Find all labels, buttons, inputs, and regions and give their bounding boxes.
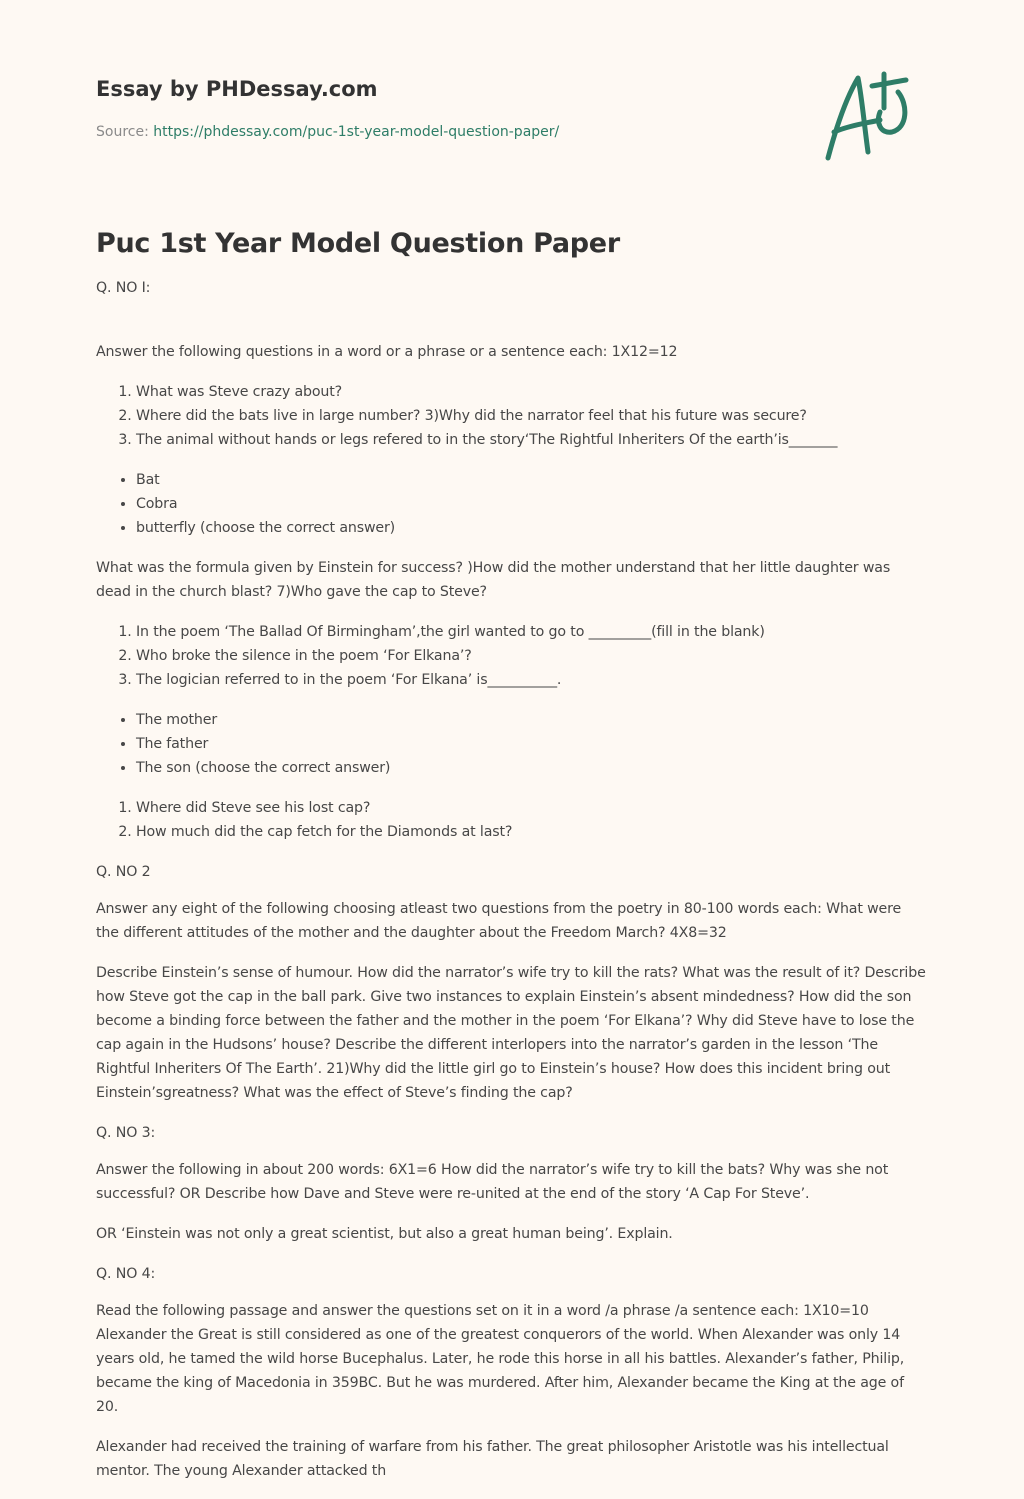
q1-intro: Answer the following questions in a word or a phrase or a sentence each: 1X12=12 — [96, 344, 678, 360]
source-link[interactable]: https://phdessay.com/puc-1st-year-model-question-paper/ — [153, 124, 560, 140]
list-item: • Bat — [136, 468, 928, 492]
paragraph: Answer the following in about 200 words: 6X1=6 How did the narrator’s wife try to kill the bats? Why was she not successful? OR Describe how Dave and Steve were re-united at the end of the story ‘A Cap For Steve’. — [96, 1162, 889, 1202]
paragraph: Answer any eight of the following choosing atleast two questions from the poetry in 80-100 words each: What were the different attitudes of the mother and the daughter about the Freedom March? 4X8=32 — [96, 901, 902, 941]
list-item: 2. Where did the bats live in large number? 3)Why did the narrator feel that his future was secure? — [136, 404, 928, 428]
list-item: • The son (choose the correct answer) — [136, 756, 928, 780]
list-item: • The mother — [136, 708, 928, 732]
q1-heading: Q. NO I: — [96, 280, 151, 296]
list-item: 1. What was Steve crazy about? — [136, 380, 928, 404]
question-list-2 — [96, 620, 928, 692]
list-item: 2. How much did the cap fetch for the Diamonds at last? — [136, 820, 928, 844]
list-item: 2. Who broke the silence in the poem ‘For Elkana’? — [136, 644, 928, 668]
paragraph: Alexander had received the training of warfare from his father. The great philosopher Aristotle was his intellectual mentor. The young Alexander attacked th — [96, 1439, 889, 1479]
source-label: Source: — [96, 124, 149, 140]
list-item: • The father — [136, 732, 928, 756]
q4-heading: Q. NO 4: — [96, 1266, 156, 1282]
paragraph: Describe Einstein’s sense of humour. How did the narrator’s wife try to kill the rats? What was the result of it? Describe how Steve got the cap in the ball park. Give two instances to explain Einstein’s absent mindedness? How did the son become a binding force between the father and the mother in the poem ‘For Elkana’? Why did Steve have to lose the cap again in the Hudsons’ house? Describe the different interlopers into the narrator’s garden in the lesson ‘The Rightful Inheriters Of The Earth’. 21)Why did the little girl go to Einstein’s house? How does this incident bring out Einstein’sgreatness? What was the effect of Steve’s finding the cap? — [96, 965, 926, 1101]
brand-title: Essay by PHDessay.com — [96, 77, 378, 101]
question-list-3 — [96, 796, 928, 844]
list-item: 1. Where did Steve see his lost cap? — [136, 796, 928, 820]
q2-heading: Q. NO 2 — [96, 864, 151, 880]
essay-content — [96, 226, 928, 1499]
list-item: 1. In the poem ‘The Ballad Of Birmingham’,the girl wanted to go to _________(fill in the blank) — [136, 620, 928, 644]
list-item: • butterfly (choose the correct answer) — [136, 516, 928, 540]
source-line — [96, 124, 559, 140]
list-item: • Cobra — [136, 492, 928, 516]
paragraph: Read the following passage and answer the questions set on it in a word /a phrase /a sentence each: 1X10=10 Alexander the Great is still considered as one of the greatest conquerors of the world. When Alexander was only 14 years old, he tamed the wild horse Bucephalus. Later, he rode this horse in all his battles. Alexander’s father, Philip, became the king of Macedonia in 359BC. But he was murdered. After him, Alexander became the King at the age of 20. — [96, 1303, 905, 1415]
list-item: 3. The animal without hands or legs refered to in the story‘The Rightful Inheriters Of the earth’is_______ — [136, 428, 928, 452]
q3-heading: Q. NO 3: — [96, 1125, 156, 1141]
option-list-2 — [96, 708, 928, 780]
paragraph: What was the formula given by Einstein for success? )How did the mother understand that her little daughter was dead in the church blast? 7)Who gave the cap to Steve? — [96, 560, 891, 600]
question-list-1 — [96, 380, 928, 452]
page-title: Puc 1st Year Model Question Paper — [96, 228, 620, 259]
a-plus-logo-icon — [822, 68, 926, 164]
list-item: 3. The logician referred to in the poem ‘For Elkana’ is__________. — [136, 668, 928, 692]
paragraph: OR ‘Einstein was not only a great scientist, but also a great human being’. Explain. — [96, 1226, 673, 1242]
option-list-1 — [96, 468, 928, 540]
